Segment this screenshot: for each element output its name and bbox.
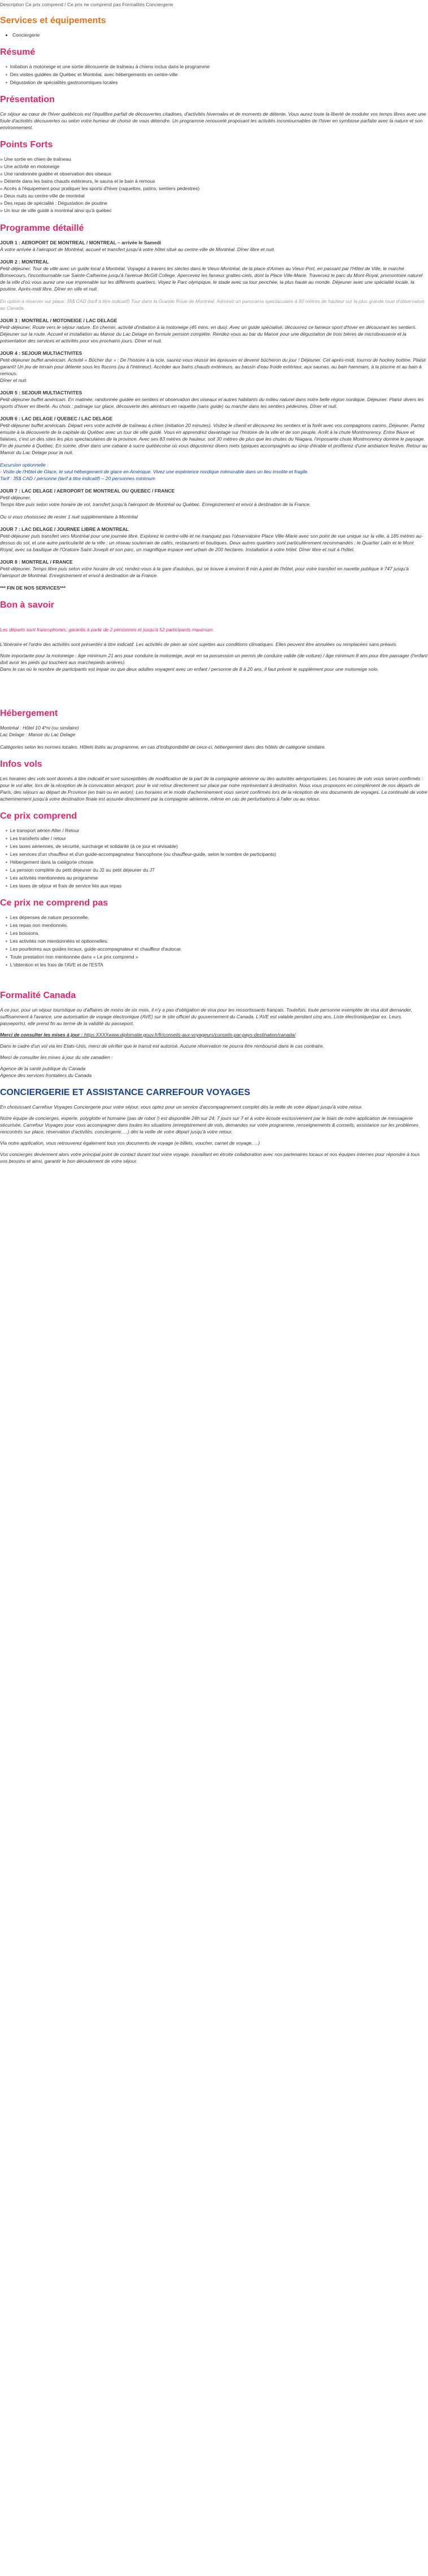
list-item: » Un tour de ville guidé à montréal ainsi qu'à québec bbox=[0, 208, 112, 213]
list-item: » Détente dans les bains chauds extérieurs, le sauna et le bain à remous bbox=[0, 178, 155, 184]
formalites-p1: A ce jour, pour un séjour touristique ou d'affaires de moins de six mois, il n'y a pas d'obligation de visa pour les ressortissants français. Toutefois, toute personne exemptée de visa doit demander, suffisamment à l'avance, une autorisation de voyage électronique (AVE) sur le site officiel du gouvernement du Canada. L'AVE est valable pendant cinq ans. Liste électronique(par ex. Leurs passeports), elle prend fin au terme de la validité du passeport. bbox=[0, 1007, 412, 1026]
prix-ne-comprend-title: Ce prix ne comprend pas bbox=[0, 898, 108, 908]
day-6-title: JOUR 6 : LAC DELAGE / QUEBEC / LAC DELAGE bbox=[0, 416, 113, 421]
page bbox=[0, 0, 428, 1164]
day-8-title: JOUR 8 : MONTREAL / FRANCE bbox=[0, 559, 73, 565]
list-item: ▪ Les services d'un chauffeur et d'un guide-accompagnateur francophone (ou chauffeur-guide, selon le nombre de participants) bbox=[6, 851, 428, 858]
day-7-body-2: Temps libre puis selon votre horaire de vol, transfert jusqu'à l'aéroport de Montréal ou Québec. Enregistrement et envol à destination de la France. bbox=[0, 502, 311, 507]
day-8-body: Petit-déjeuner. Temps libre puis selon votre horaire de vol, rendez-vous à la gare d'autobus, qui se trouve à environ 8 min à pied de l'hôtel, pour votre transfert en navette publique # 747 jusqu'à l'aéroport de Montréal. Enregistrement et envol à destination de la France. bbox=[0, 566, 409, 578]
list-item: » Une randonnée guidée et observation des oiseaux bbox=[0, 171, 112, 177]
formalites-p2: Dans le cadre d'un vol via les Etats-Unis, merci de vérifier que le transit est autorisé. Aucune réservation ne pourra être remboursé dans le cas contraire. bbox=[0, 1043, 324, 1049]
list-item: ▪ Les repas non mentionnés. bbox=[6, 922, 428, 929]
bon-savoir-p1: L'itinéraire et l'ordre des activités sont présentés à titre indicatif. Les activités de plein air sont sujettes aux conditions climatiques. Elles peuvent être annulées ou remplacées sans préavis. bbox=[0, 641, 398, 647]
list-item: ▪ Le transport aérien Aller / Retour bbox=[6, 827, 428, 834]
infos-vols-title: Infos vols bbox=[0, 759, 42, 769]
day-4-extra: Dîner et nuit. bbox=[0, 377, 28, 383]
conciergerie-title: CONCIERGERIE ET ASSISTANCE CARREFOUR VOYAGES bbox=[0, 1088, 251, 1097]
bon-savoir-p3: Dans le cas où le nombre de participants est impair ou que deux adultes voyagent avec un enfant / personne de 8 à 20 ans, il faut prévoir le supplément pour une motoneige solo. bbox=[0, 666, 379, 672]
conciergerie-p1: En choisissant Carrefour Voyages Conciergerie pour votre séjour, vous optez pour un service d'accompagnement complet dès la veille de votre départ jusqu'à votre retour. bbox=[0, 1104, 363, 1110]
points-forts-title: Points Forts bbox=[0, 140, 53, 150]
list-item: ▪ La pension complète du petit déjeuner du J2 au petit déjeuner du J7 bbox=[6, 867, 428, 873]
formalites-p3: Merci de consulter les mises à jour du site canadien : bbox=[0, 1054, 113, 1060]
formalites-link[interactable]: https:XXXXwww.diplomatie.gouv.fr/fr/conseils-aux-voyageurs/conseils-par-pays-destination/canada/ bbox=[82, 1032, 296, 1038]
day-5-title: JOUR 5 : SEJOUR MULTIACTIVITES bbox=[0, 390, 82, 395]
list-item: ▪ Les taxes de séjour et frais de service liés aux repas bbox=[6, 882, 428, 889]
day-2-option-note: En option à réserver sur place: 35$ CAD (tarif à titre indicatif) Tour dans la Grande Roue de Montréal. Admirez un panorama spectaculaire à 60 mètres de hauteur sur la plus grande roue d'observation au Canada. bbox=[0, 298, 425, 311]
list-item: ▪ Les boissons. bbox=[6, 930, 428, 937]
presentation-title: Présentation bbox=[0, 95, 55, 104]
bon-savoir-warning: Les départs sont francophones, garantis à partir de 2 personnes et jusqu'à 52 participants maximum. bbox=[0, 627, 215, 632]
bon-savoir-p2: Note importante pour la motoneige : âge minimum 21 ans pour conduire la motoneige, avoir en sa possession un permis de conduire valide (de voiture) / âge minimum 8 ans pour être passager (l'enfant doit avoir les pieds qui touchent aux marchepieds arrières). bbox=[0, 653, 428, 665]
formalites-link-line bbox=[0, 1031, 428, 1038]
list-item: ▪ Initiation à motoneige et une sortie découverte de traîneau à chiens inclus dans le programme bbox=[6, 63, 428, 70]
formalites-link-label: Merci de consulter les mises à jour : bbox=[0, 1032, 83, 1038]
formalites-link-frontaliers[interactable]: Agence des services frontaliers du Canada bbox=[0, 1072, 92, 1078]
list-item: ▪ L'obtention et les frais de l'AVE et de l'ESTA bbox=[6, 961, 428, 968]
list-item: ▪ Les taxes aériennes, de sécurité, surcharge et solidarité (à ce jour et révisable) bbox=[6, 843, 428, 850]
day-4-title: JOUR 4 : SEJOUR MULTIACTIVITES bbox=[0, 350, 82, 356]
day-3-title: JOUR 3 : MONTREAL / MOTONEIGE / LAC DELAGE bbox=[0, 318, 117, 323]
services-list bbox=[0, 32, 428, 38]
formalites-title: Formalité Canada bbox=[0, 991, 76, 1000]
day-4-body: Petit-déjeuner buffet américain. Activité « Bûcher dur » : De l'histoire à la scie, saurez-vous réussir les épreuves et devenir bûcheron du jour ! Déjeuner. Cet après-midi, tournoi de hockey bottine. Plaisir garanti! Un jeu de terrain pour détente sous les flocons (ou à l'intérieur). Accéder aux bains chauds extérieurs, au bassin d'eau froide extérieur, aux saunas, au bain hammam, à la piscine et au bain à remous. bbox=[0, 357, 426, 376]
list-item: ▪ Des visites guidées de Québec et Montréal, avec hébergements en centre-ville bbox=[6, 71, 428, 78]
list-item: » Accès à l'équipement pour pratiquer les sports d'hiver (raquettes, patins, sentiers pédestres) bbox=[0, 186, 200, 191]
presentation-text: Ce séjour au cœur de l'hiver québécois est l'équilibre parfait de découvertes citadines, d'activités hivernales et de moments de détente. Vous aurez toute la liberté de moduler vos temps libres avec une foule d'activités découvertes ou selon votre humeur de choisir de vous détendre. Un programme renouvelé proposant les activités incontournables de l'hiver en symbiose parfaite avec la nature et son environnement. bbox=[0, 111, 426, 130]
resume-title: Résumé bbox=[0, 47, 36, 57]
day-1-title: JOUR 1 : AEROPORT DE MONTREAL / MONTREAL – arrivée le Samedi bbox=[0, 240, 161, 245]
day-6-option-title: Excursion optionnelle : bbox=[0, 462, 49, 468]
day-3-body: Petit-déjeuner. Route vers le séjour nature. En chemin, activité d'initiation à la motoneige (45 mins. en duo). Avec un guide spécialisé, découvrez ce fameux sport d'hiver en découvrant les sentiers. Déjeuner sur la route. Accueil et installation au Manoir du Lac Delage en formule pension complète. Rendez-vous au bar du Manoir pour une dégustation de trois bières de microbrasserie et la présentation des services et activités pour vos prochains jours. Dîner et nuit. bbox=[0, 324, 417, 344]
programme-title: Programme détaillé bbox=[0, 223, 84, 233]
day-7-title: JOUR 7 : LAC DELAGE / AEROPORT DE MONTREAL OU QUEBEC / FRANCE bbox=[0, 488, 175, 494]
day-6-option-body: - Visite de l'Hôtel de Glace, le seul hébergement de glace en Amérique. Vivez une expérience nordique mémorable dans un lieu insolite et fragile. bbox=[0, 469, 309, 474]
list-item: » Deux nuits au centre-ville de montréal bbox=[0, 193, 85, 199]
hebergement-line-1: Montréal : Hôtel 10 4*ni (ou similaire) bbox=[0, 725, 79, 731]
services-title: Services et équipements bbox=[0, 16, 106, 25]
day-7-body-1: Petit-déjeuner. bbox=[0, 495, 31, 500]
infos-vols-text: Les horaires des vols sont donnés à titre indicatif et sont susceptibles de modification de la part de la compagnie aérienne ou des autorités aéroportuaires. Les horaires de vols vous seront confirmés : pour le vol aller, lors de la réception de la convocation aéroport, pour le vol retour directement sur place par notre représentant à destination. Nous vous proposons en complément de nos départs de Paris, des séjours au départ de Province (en train ou en avion). Les horaires et le mode d'acheminement vous seront confirmés lors de la réception de vos documents de voyages. La continuité de votre acheminement jusqu'à votre destination finale est assurée directement par la compagnie aérienne, même en cas de perturbations à l'aller ou au retour. bbox=[0, 776, 427, 802]
description-line: Description Ce prix comprend / Ce prix ne comprend pas Formalités Conciergerie bbox=[0, 2, 173, 7]
day-6-option-price: Tarif : 35$ CAD / personne (tarif à titre indicatif) – 20 personnes minimum bbox=[0, 476, 156, 481]
hebergement-line-2: Lac Delage : Manoir du Lac Delage bbox=[0, 732, 76, 737]
day-2-title: JOUR 2 : MONTREAL bbox=[0, 259, 49, 265]
list-item: ▪ Les pourboires aux guides locaux, guide-accompagnateur et chauffeur d'autocar. bbox=[6, 946, 428, 952]
prix-comprend-list bbox=[0, 827, 428, 889]
list-item: » Des repas de spécialité : Dégustation de poutine bbox=[0, 200, 107, 206]
day-7b-body: Petit-déjeuner puis transfert vers Montréal pour une journée libre. Explorez le centre-ville et ne manquez pas l'observatoire Place Ville-Marie avec son point de vue unique sur la ville, à 185 mètres au-dessus du sol, et une autre particularité de la ville : un réseau souterrain de cafés, restaurants et boutiques. Deux autres quartiers sont particulièrement recommandés : le Quartier Latin et le Mont Royal, avec sa basilique de l'Oratoire Saint-Joseph et son parc, un magnifique espace vert urbain de 200 hectares. Installation à votre hôtel. Dîner libre et nuit à l'hôtel. bbox=[0, 533, 423, 552]
list-item: » Une sortie en chien de traîneau bbox=[0, 156, 71, 162]
list-item: ▪ Les activités mentionnées au programme bbox=[6, 874, 428, 881]
day-6-body: Petit-déjeuner buffet américain. Départ vers votre activité de traîneau à chien (initiation 20 minutes). Visitez le chenil et découvrez les sentiers et la forêt avec vos compagnons canins. Déjeuner. Partez ensuite à la découverte de la capitale du Québec avec un tour de ville guidé. Vous en apprendrez davantage sur l'histoire de la ville et de son peuple. Arrêt à la chute Montmorency. Entre fleuve et falaises, c'est un des sites les plus spectaculaires de la province. Avec ses 83 mètres de hauteur, soit 30 mètres de plus que les chutes du Niagara, l'imposante chute Montmorency domine le paysage. Fin de journée à Québec. En soirée, dîner dans une cabane à sucre québécoise où vous dégusterez divers mets typiques accompagnés au sirop d'érable et profiterez d'une ambiance festive. Retour au Manoir du Lac Delage pour la nuit. bbox=[0, 423, 427, 455]
hebergement-title: Hébergement bbox=[0, 709, 58, 718]
day-7b-title: JOUR 7 : LAC DELAGE / JOURNEE LIBRE A MONTREAL bbox=[0, 526, 129, 532]
list-item: ▪ Les activités non mentionnées et optionnelles. bbox=[6, 938, 428, 944]
conciergerie-p2: Notre équipe de concierges, experte, polyglotte et humaine (pas de robot !) est disponible 24h sur 24, 7 jours sur 7 et à votre écoute exclusivement par le biais de notre application de messagerie sécurisée, Carrefour Voyages pour vous accompagner dans toutes les situations (enregistrement de vols, demandes sur votre programme, renseignements & conseils, assistance sur les problèmes rencontrés sur place, réservation d'activités, conciergerie, ...) dès la veille de votre départ jusqu'à votre retour. bbox=[0, 1115, 418, 1135]
hebergement-text: Catégories selon les normes locales. Hôtels listés au programme, en cas d'indisponibilité de ceux-ci, hébergement dans des hôtels de catégorie similaire. bbox=[0, 744, 326, 750]
conciergerie-p4: Vos concierges deviennent alors votre principal point de contact durant tout votre voyage, travaillant en étroite collaboration avec nos partenaires locaux et nos équipes internes pour répondre à tous vos besoins et ainsi, garantir le bon déroulement de votre séjour. bbox=[0, 1151, 420, 1164]
formalites-link-sante[interactable]: Agence de la santé publique du Canada bbox=[0, 1066, 86, 1071]
day-1-body: À votre arrivée à l'aéroport de Montréal, accueil et transfert jusqu'à votre hôtel situé au centre-ville de Montréal. Dîner libre et nuit. bbox=[0, 247, 276, 252]
prix-ne-comprend-list bbox=[0, 914, 428, 968]
list-item: ▪ Toute prestation non mentionnée dans « Le prix comprend » bbox=[6, 953, 428, 960]
list-item: • Conciergerie bbox=[12, 32, 428, 38]
list-item: » Une activité en motoneige bbox=[0, 164, 60, 169]
day-2-body: Petit-déjeuner. Tour de ville avec un guide local à Montréal. Voyagez à travers les siècles dans le Vieux-Montréal, de la place d'Armes au Vieux-Port, en passant par l'Hôtel de Ville, le marché Bonsecours, l'incontournable rue Sainte-Catherine jusqu'à l'avenue McGill College. Apercevez les fameux grattes-ciels, dont la Place Ville-Marie. Traversez le parc du Mont-Royal, promontoire naturel de la ville d'où vous aurez une vue imprenable sur les différents quartiers. Voyez le Parc olympique, le stade avec sa tour penchée, la plus haute au monde. Déjeuner avec une spécialité locale, la poutine. Après-midi libre. Dîner en ville et nuit. bbox=[0, 266, 422, 292]
resume-list bbox=[0, 63, 428, 86]
points-forts-list bbox=[0, 156, 428, 214]
list-item: ▪ Les dépenses de nature personnelle. bbox=[6, 914, 428, 921]
bon-savoir-title: Bon à savoir bbox=[0, 600, 55, 610]
day-7-alternative: Ou si vous choisissez de rester 1 nuit supplémentaire à Montréal bbox=[0, 514, 138, 520]
list-item: ▪ Les transferts aller / retour bbox=[6, 835, 428, 842]
end-of-services: *** FIN DE NOS SERVICES*** bbox=[0, 585, 66, 591]
conciergerie-p3: Via notre application, vous retrouverez également tous vos documents de voyage (e-billets, voucher, carnet de voyage, ...) bbox=[0, 1140, 260, 1146]
list-item: ▪ Hébergement dans la catégorie choisie bbox=[6, 859, 428, 865]
list-item: ▪ Dégustation de spécialités gastronomiques locales bbox=[6, 79, 428, 86]
prix-comprend-title: Ce prix comprend bbox=[0, 811, 77, 821]
day-5-body: Petit-déjeuner buffet américain. En matinée, randonnée guidée en sentiers et observation des oiseaux et autres habitants du milieu naturel dans notre belle région nordique. Déjeuner. Plaisir divers les sports d'hiver en liberté. Au choix : patinage sur glace, découverte des alentours en raquette (sans guide) ou marche dans les sentiers pédestres. Dîner et nuit. bbox=[0, 397, 424, 409]
